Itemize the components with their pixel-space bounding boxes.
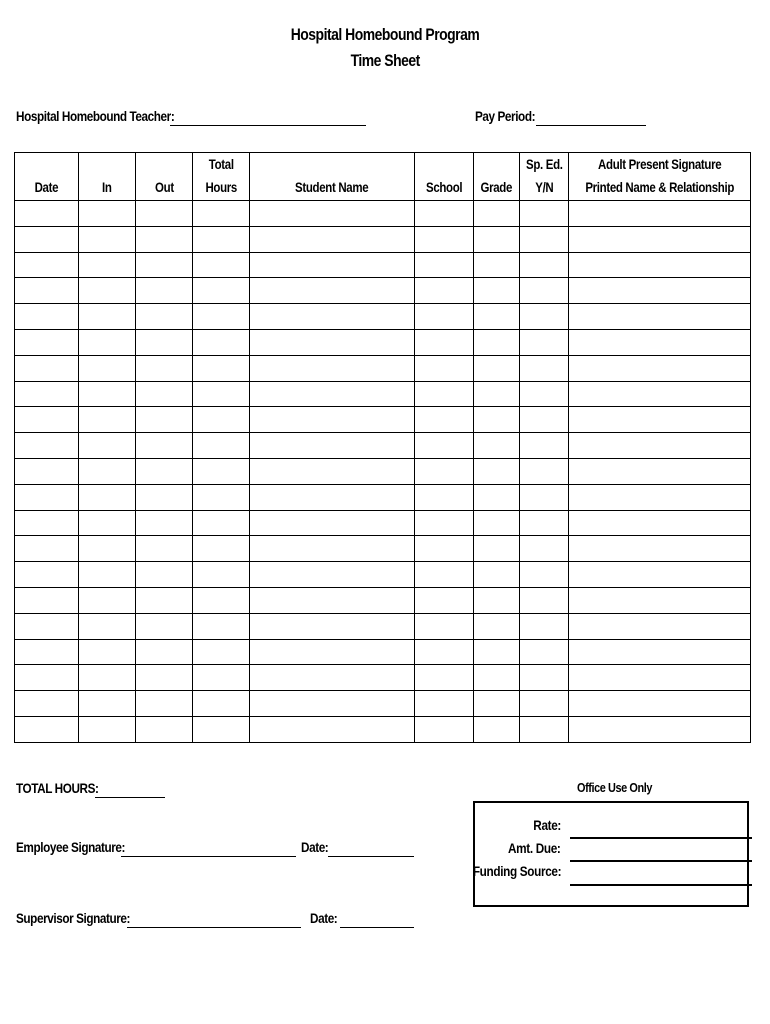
table-cell[interactable] — [569, 329, 751, 355]
table-row — [15, 381, 751, 407]
table-cell[interactable] — [474, 252, 520, 278]
table-cell[interactable] — [250, 458, 415, 484]
table-cell[interactable] — [15, 407, 79, 433]
office-use-heading: Office Use Only — [577, 780, 653, 795]
table-row — [15, 226, 751, 252]
table-cell[interactable] — [193, 665, 250, 691]
table-cell[interactable] — [15, 252, 79, 278]
table-cell[interactable] — [415, 252, 474, 278]
table-cell[interactable] — [250, 304, 415, 330]
table-cell[interactable] — [520, 252, 569, 278]
table-cell[interactable] — [79, 587, 136, 613]
table-cell[interactable] — [474, 201, 520, 227]
table-cell[interactable] — [79, 510, 136, 536]
table-cell[interactable] — [193, 381, 250, 407]
table-cell[interactable] — [569, 355, 751, 381]
table-cell[interactable] — [474, 665, 520, 691]
table-row — [15, 691, 751, 717]
table-cell[interactable] — [569, 691, 751, 717]
table-cell[interactable] — [136, 562, 193, 588]
amt-due-input-line[interactable] — [570, 860, 752, 862]
supervisor-date-input-line[interactable] — [340, 914, 414, 928]
table-cell[interactable] — [569, 381, 751, 407]
table-cell[interactable] — [15, 201, 79, 227]
table-cell[interactable] — [193, 407, 250, 433]
table-cell[interactable] — [250, 252, 415, 278]
column-header-line2: School — [425, 179, 463, 195]
table-cell[interactable] — [520, 329, 569, 355]
table-row — [15, 329, 751, 355]
table-cell[interactable] — [250, 587, 415, 613]
table-cell[interactable] — [520, 587, 569, 613]
table-row — [15, 458, 751, 484]
pay-period-label: Pay Period: — [475, 108, 536, 124]
table-cell[interactable] — [250, 484, 415, 510]
table-cell[interactable] — [569, 433, 751, 459]
table-cell[interactable] — [520, 510, 569, 536]
column-header-line2: Y/N — [534, 179, 554, 195]
table-cell[interactable] — [415, 510, 474, 536]
table-cell[interactable] — [415, 458, 474, 484]
column-header-line2: Student Name — [295, 179, 369, 195]
table-cell[interactable] — [569, 252, 751, 278]
table-cell[interactable] — [136, 665, 193, 691]
table-cell[interactable] — [136, 226, 193, 252]
table-cell[interactable] — [569, 665, 751, 691]
table-cell[interactable] — [193, 562, 250, 588]
table-row — [15, 665, 751, 691]
table-cell[interactable] — [520, 613, 569, 639]
table-cell[interactable] — [415, 201, 474, 227]
table-cell[interactable] — [250, 691, 415, 717]
table-row — [15, 201, 751, 227]
table-cell[interactable] — [79, 639, 136, 665]
table-cell[interactable] — [15, 562, 79, 588]
table-row — [15, 278, 751, 304]
table-cell[interactable] — [474, 510, 520, 536]
table-row — [15, 252, 751, 278]
column-header — [136, 153, 193, 201]
table-cell[interactable] — [569, 613, 751, 639]
table-cell[interactable] — [136, 201, 193, 227]
table-cell[interactable] — [250, 665, 415, 691]
table-cell[interactable] — [415, 484, 474, 510]
table-cell[interactable] — [193, 252, 250, 278]
total-hours-input-line[interactable] — [95, 784, 165, 798]
table-cell[interactable] — [474, 433, 520, 459]
table-cell[interactable] — [520, 226, 569, 252]
table-cell[interactable] — [79, 252, 136, 278]
table-cell[interactable] — [79, 407, 136, 433]
table-cell[interactable] — [15, 691, 79, 717]
table-cell[interactable] — [520, 433, 569, 459]
table-cell[interactable] — [193, 304, 250, 330]
table-cell[interactable] — [474, 458, 520, 484]
table-cell[interactable] — [79, 716, 136, 742]
table-cell[interactable] — [250, 613, 415, 639]
table-cell[interactable] — [250, 278, 415, 304]
table-cell[interactable] — [474, 329, 520, 355]
column-header-line2: Date — [34, 179, 59, 195]
table-cell[interactable] — [79, 381, 136, 407]
table-cell[interactable] — [193, 510, 250, 536]
table-row — [15, 716, 751, 742]
table-cell[interactable] — [79, 433, 136, 459]
rate-label: Rate: — [533, 817, 561, 833]
document-title: Hospital Homebound Program — [290, 25, 480, 44]
table-cell[interactable] — [569, 407, 751, 433]
table-cell[interactable] — [520, 665, 569, 691]
table-cell[interactable] — [79, 613, 136, 639]
table-cell[interactable] — [520, 278, 569, 304]
table-cell[interactable] — [415, 355, 474, 381]
table-cell[interactable] — [15, 716, 79, 742]
table-cell[interactable] — [136, 407, 193, 433]
table-cell[interactable] — [15, 613, 79, 639]
table-cell[interactable] — [569, 458, 751, 484]
table-cell[interactable] — [15, 329, 79, 355]
amt-due-label: Amt. Due: — [508, 840, 561, 856]
table-cell[interactable] — [250, 433, 415, 459]
table-row — [15, 355, 751, 381]
table-cell[interactable] — [193, 691, 250, 717]
table-cell[interactable] — [193, 355, 250, 381]
table-cell[interactable] — [569, 304, 751, 330]
table-cell[interactable] — [15, 304, 79, 330]
table-cell[interactable] — [415, 639, 474, 665]
table-cell[interactable] — [193, 278, 250, 304]
table-cell[interactable] — [569, 226, 751, 252]
table-cell[interactable] — [474, 484, 520, 510]
table-cell[interactable] — [415, 433, 474, 459]
table-cell[interactable] — [79, 201, 136, 227]
document-subtitle: Time Sheet — [350, 51, 420, 70]
table-cell[interactable] — [250, 329, 415, 355]
table-cell[interactable] — [520, 201, 569, 227]
employee-date-label: Date: — [301, 839, 329, 855]
table-cell[interactable] — [193, 587, 250, 613]
table-row — [15, 433, 751, 459]
table-cell[interactable] — [474, 381, 520, 407]
table-cell[interactable] — [15, 639, 79, 665]
table-cell[interactable] — [250, 716, 415, 742]
table-cell[interactable] — [136, 433, 193, 459]
table-cell[interactable] — [415, 562, 474, 588]
column-header — [520, 153, 569, 201]
table-cell[interactable] — [15, 510, 79, 536]
table-cell[interactable] — [474, 691, 520, 717]
table-cell[interactable] — [474, 226, 520, 252]
supervisor-date-field — [310, 910, 343, 928]
teacher-input-line[interactable] — [170, 112, 366, 126]
table-cell[interactable] — [250, 407, 415, 433]
table-cell[interactable] — [474, 536, 520, 562]
table-cell[interactable] — [520, 355, 569, 381]
table-cell[interactable] — [136, 716, 193, 742]
table-cell[interactable] — [569, 562, 751, 588]
table-cell[interactable] — [415, 226, 474, 252]
table-cell[interactable] — [415, 716, 474, 742]
table-cell[interactable] — [250, 510, 415, 536]
table-row — [15, 639, 751, 665]
table-cell[interactable] — [79, 458, 136, 484]
column-header — [415, 153, 474, 201]
table-cell[interactable] — [79, 304, 136, 330]
table-cell[interactable] — [136, 613, 193, 639]
table-cell[interactable] — [250, 226, 415, 252]
table-cell[interactable] — [136, 278, 193, 304]
column-header — [15, 153, 79, 201]
table-cell[interactable] — [520, 304, 569, 330]
column-header — [250, 153, 415, 201]
table-cell[interactable] — [415, 536, 474, 562]
table-cell[interactable] — [415, 329, 474, 355]
timesheet-table — [14, 152, 751, 743]
table-cell[interactable] — [79, 329, 136, 355]
table-cell[interactable] — [136, 381, 193, 407]
table-cell[interactable] — [415, 587, 474, 613]
table-cell[interactable] — [569, 716, 751, 742]
supervisor-signature-input-line[interactable] — [127, 914, 301, 928]
table-cell[interactable] — [569, 536, 751, 562]
table-cell[interactable] — [250, 355, 415, 381]
table-cell[interactable] — [193, 639, 250, 665]
table-cell[interactable] — [474, 716, 520, 742]
table-cell[interactable] — [520, 536, 569, 562]
table-cell[interactable] — [79, 536, 136, 562]
employee-signature-input-line[interactable] — [121, 843, 296, 857]
table-cell[interactable] — [136, 458, 193, 484]
table-cell[interactable] — [136, 639, 193, 665]
table-cell[interactable] — [15, 433, 79, 459]
table-cell[interactable] — [136, 510, 193, 536]
table-cell[interactable] — [569, 278, 751, 304]
table-row — [15, 562, 751, 588]
table-row — [15, 536, 751, 562]
table-body — [15, 201, 751, 743]
table-row — [15, 407, 751, 433]
table-cell[interactable] — [520, 458, 569, 484]
table-cell[interactable] — [250, 639, 415, 665]
column-header-line2: Grade — [480, 179, 513, 195]
table-cell[interactable] — [136, 252, 193, 278]
table-cell[interactable] — [193, 201, 250, 227]
column-header-line2: Hours — [205, 179, 237, 195]
table-cell[interactable] — [474, 355, 520, 381]
rate-input-line[interactable] — [570, 837, 752, 839]
table-row — [15, 510, 751, 536]
table-cell[interactable] — [474, 278, 520, 304]
table-row — [15, 613, 751, 639]
table-cell[interactable] — [569, 587, 751, 613]
table-row — [15, 304, 751, 330]
table-cell[interactable] — [15, 278, 79, 304]
table-cell[interactable] — [15, 355, 79, 381]
table-row — [15, 484, 751, 510]
total-hours-label: TOTAL HOURS: — [16, 780, 99, 796]
table-cell[interactable] — [474, 639, 520, 665]
table-cell[interactable] — [474, 587, 520, 613]
table-cell[interactable] — [193, 484, 250, 510]
column-header-line2: In — [102, 179, 112, 195]
table-cell[interactable] — [136, 355, 193, 381]
table-cell[interactable] — [136, 304, 193, 330]
table-cell[interactable] — [520, 407, 569, 433]
column-header — [193, 153, 250, 201]
table-cell[interactable] — [136, 536, 193, 562]
funding-source-label: Funding Source: — [472, 863, 561, 879]
table-cell[interactable] — [250, 536, 415, 562]
table-cell[interactable] — [569, 484, 751, 510]
table-cell[interactable] — [250, 201, 415, 227]
table-cell[interactable] — [193, 433, 250, 459]
column-header — [569, 153, 751, 201]
table-cell[interactable] — [79, 691, 136, 717]
employee-date-input-line[interactable] — [328, 843, 414, 857]
table-cell[interactable] — [79, 562, 136, 588]
employee-signature-label: Employee Signature: — [16, 839, 126, 855]
table-cell[interactable] — [520, 381, 569, 407]
teacher-label: Hospital Homebound Teacher: — [16, 108, 175, 124]
table-header-row — [15, 153, 751, 201]
table-cell[interactable] — [193, 226, 250, 252]
supervisor-date-label: Date: — [310, 910, 338, 926]
table-cell[interactable] — [474, 613, 520, 639]
table-cell[interactable] — [15, 587, 79, 613]
table-cell[interactable] — [79, 355, 136, 381]
table-cell[interactable] — [15, 381, 79, 407]
table-cell[interactable] — [136, 484, 193, 510]
table-cell[interactable] — [193, 613, 250, 639]
table-cell[interactable] — [474, 562, 520, 588]
table-cell[interactable] — [193, 329, 250, 355]
pay-period-input-line[interactable] — [536, 112, 646, 126]
table-cell[interactable] — [520, 691, 569, 717]
table-cell[interactable] — [415, 613, 474, 639]
table-cell[interactable] — [15, 665, 79, 691]
column-header-line1: Sp. Ed. — [525, 156, 563, 172]
column-header-line1: Adult Present Signature — [598, 156, 722, 172]
table-cell[interactable] — [415, 407, 474, 433]
funding-source-input-line[interactable] — [570, 884, 752, 886]
table-cell[interactable] — [250, 381, 415, 407]
table-cell[interactable] — [15, 458, 79, 484]
table-cell[interactable] — [520, 484, 569, 510]
table-cell[interactable] — [79, 484, 136, 510]
table-cell[interactable] — [136, 329, 193, 355]
column-header — [474, 153, 520, 201]
table-cell[interactable] — [415, 278, 474, 304]
table-cell[interactable] — [136, 587, 193, 613]
table-cell[interactable] — [79, 226, 136, 252]
column-header-line2: Out — [154, 179, 174, 195]
table-cell[interactable] — [136, 691, 193, 717]
table-cell[interactable] — [415, 304, 474, 330]
table-row — [15, 587, 751, 613]
table-cell[interactable] — [520, 639, 569, 665]
table-cell[interactable] — [520, 716, 569, 742]
supervisor-signature-label: Supervisor Signature: — [16, 910, 131, 926]
table-cell[interactable] — [15, 536, 79, 562]
table-cell[interactable] — [415, 665, 474, 691]
column-header — [79, 153, 136, 201]
table-cell[interactable] — [415, 691, 474, 717]
table-cell[interactable] — [193, 716, 250, 742]
table-cell[interactable] — [193, 458, 250, 484]
table-cell[interactable] — [250, 562, 415, 588]
column-header-line1: Total — [208, 156, 234, 172]
table-cell[interactable] — [15, 226, 79, 252]
column-header-line2: Printed Name & Relationship — [585, 179, 735, 195]
table-cell[interactable] — [193, 536, 250, 562]
table-cell[interactable] — [569, 510, 751, 536]
table-cell[interactable] — [474, 304, 520, 330]
office-use-box — [473, 801, 749, 907]
table-cell[interactable] — [79, 665, 136, 691]
table-cell[interactable] — [474, 407, 520, 433]
table-cell[interactable] — [415, 381, 474, 407]
table-cell[interactable] — [15, 484, 79, 510]
table-cell[interactable] — [569, 639, 751, 665]
table-cell[interactable] — [520, 562, 569, 588]
table-cell[interactable] — [79, 278, 136, 304]
table-cell[interactable] — [569, 201, 751, 227]
